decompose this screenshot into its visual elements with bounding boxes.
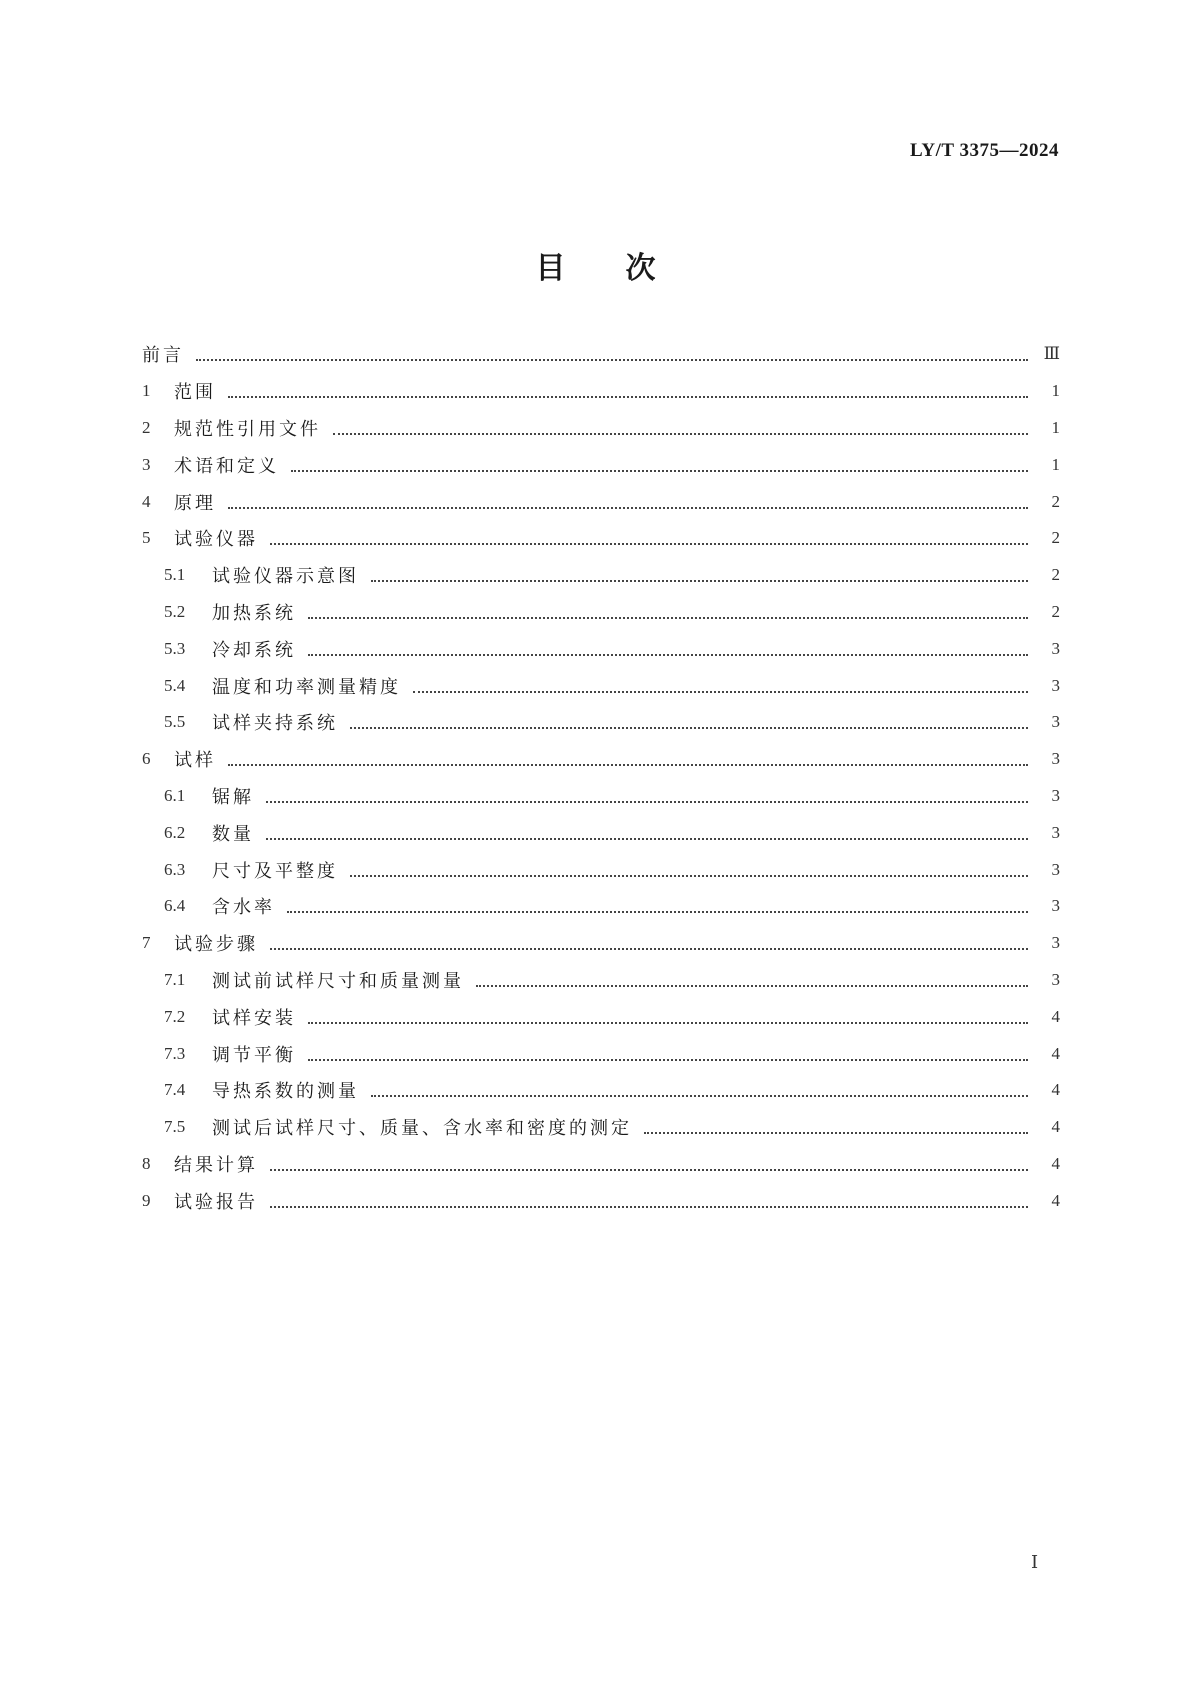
toc-entry-7-3[interactable] <box>142 1035 1060 1072</box>
toc-dot-leader <box>644 1130 1028 1134</box>
toc-entry-title: 范围 <box>174 382 216 404</box>
toc-entry-5-1[interactable] <box>142 557 1060 594</box>
toc-entry-number: 7.3 <box>164 1043 186 1063</box>
toc-entry-title: 加热系统 <box>212 602 296 624</box>
toc-entry-5-3[interactable] <box>142 630 1060 667</box>
toc-entry-title: 试验步骤 <box>174 934 258 956</box>
toc-entry-title: 冷却系统 <box>212 639 296 661</box>
page-title: 目次 <box>535 251 716 286</box>
toc-entry-title: 含水率 <box>212 897 275 919</box>
toc-entry-page: 1 <box>1051 417 1060 437</box>
toc-entry-7-4[interactable] <box>142 1072 1060 1109</box>
toc-entry-page: 3 <box>1051 896 1060 916</box>
toc-entry-number: 6.3 <box>164 859 186 879</box>
toc-entry-title: 结果计算 <box>174 1154 258 1176</box>
toc-dot-leader <box>308 1020 1028 1024</box>
toc-dot-leader <box>270 541 1028 545</box>
toc-dot-leader <box>228 762 1028 766</box>
toc-entry-title: 锯解 <box>212 786 254 808</box>
toc-entry-page: 3 <box>1051 749 1060 769</box>
toc-entry-title: 测试后试样尺寸、质量、含水率和密度的测定 <box>212 1118 632 1140</box>
toc-entry-page: 3 <box>1051 785 1060 805</box>
toc-entry-number: 8 <box>142 1153 151 1173</box>
toc-entry-page: 3 <box>1051 675 1060 695</box>
toc-entry-title: 试样安装 <box>212 1007 296 1029</box>
toc-entry-number: 3 <box>142 454 151 474</box>
toc-entry-6-2[interactable] <box>142 814 1060 851</box>
toc-entry-page: 4 <box>1051 1006 1060 1026</box>
toc-entry-page: 2 <box>1051 491 1060 511</box>
toc-dot-leader <box>196 357 1028 361</box>
toc-entry-title: 试样夹持系统 <box>212 713 338 735</box>
toc-entry-page: 1 <box>1051 381 1060 401</box>
toc-entry-number: 6 <box>142 749 151 769</box>
toc-entry-5-4[interactable] <box>142 667 1060 704</box>
toc-entry-number: 5.2 <box>164 601 186 621</box>
toc-entry-page: 4 <box>1051 1190 1060 1210</box>
toc-dot-leader <box>350 873 1028 877</box>
toc-entry-7[interactable] <box>142 925 1060 962</box>
toc-entry-page: 3 <box>1051 638 1060 658</box>
toc-entry-page: 3 <box>1051 712 1060 732</box>
toc-dot-leader <box>350 725 1028 729</box>
toc-dot-leader <box>266 836 1028 840</box>
toc-entry-title: 导热系数的测量 <box>212 1081 359 1103</box>
toc-entry-9[interactable] <box>142 1182 1060 1219</box>
toc-entry-8[interactable] <box>142 1146 1060 1183</box>
toc-entry-title: 试样 <box>174 750 216 772</box>
toc-entry-title: 前言 <box>142 345 184 367</box>
toc-entry-6-1[interactable] <box>142 778 1060 815</box>
toc-entry-title: 温度和功率测量精度 <box>212 676 401 698</box>
toc-entry-7-1[interactable] <box>142 962 1060 999</box>
toc-entry-number: 6.2 <box>164 822 186 842</box>
toc-dot-leader <box>228 394 1028 398</box>
toc-entry-number: 7 <box>142 933 151 953</box>
toc-entry-number: 7.2 <box>164 1006 186 1026</box>
toc-entry-6-4[interactable] <box>142 888 1060 925</box>
toc-dot-leader <box>371 578 1028 582</box>
toc-entry-5-5[interactable] <box>142 704 1060 741</box>
toc-dot-leader <box>371 1093 1028 1097</box>
toc-entry-4[interactable] <box>142 483 1060 520</box>
toc-dot-leader <box>413 689 1028 693</box>
toc-entry-3[interactable] <box>142 446 1060 483</box>
toc-entry-title: 尺寸及平整度 <box>212 860 338 882</box>
toc-entry-number: 7.5 <box>164 1117 186 1137</box>
toc-entry-title: 测试前试样尺寸和质量测量 <box>212 970 464 992</box>
toc-entry-number: 7.1 <box>164 969 186 989</box>
toc-entry-number: 5.1 <box>164 565 186 585</box>
toc-entry-number: 7.4 <box>164 1080 186 1100</box>
standard-code: LY/T 3375—2024 <box>909 140 1059 161</box>
page-number: Ⅰ <box>1031 1552 1039 1572</box>
toc-entry-page: 4 <box>1051 1153 1060 1173</box>
toc-entry-page: 2 <box>1051 528 1060 548</box>
toc-dot-leader <box>308 615 1028 619</box>
toc-entry-number: 6.4 <box>164 896 186 916</box>
toc-entry-number: 4 <box>142 491 151 511</box>
toc-dot-leader <box>228 505 1028 509</box>
toc-entry-1[interactable] <box>142 373 1060 410</box>
toc-entry-page: 3 <box>1051 933 1060 953</box>
toc-entry-6-3[interactable] <box>142 851 1060 888</box>
toc-dot-leader <box>266 799 1028 803</box>
toc-entry-number: 5.4 <box>164 675 186 695</box>
toc-entry-number: 5.3 <box>164 638 186 658</box>
toc-dot-leader <box>291 468 1028 472</box>
toc-entry-7-5[interactable] <box>142 1109 1060 1146</box>
toc-dot-leader <box>308 652 1028 656</box>
toc-entry-page: 3 <box>1051 859 1060 879</box>
toc-entry-page: 4 <box>1051 1043 1060 1063</box>
toc-entry-title: 数量 <box>212 823 254 845</box>
toc-entry-page: 2 <box>1051 565 1060 585</box>
toc-entry-6[interactable] <box>142 741 1060 778</box>
toc-entry-title: 试验仪器 <box>174 529 258 551</box>
toc-entry-5-2[interactable] <box>142 594 1060 631</box>
toc-entry-page: 1 <box>1051 454 1060 474</box>
toc-entry-number: 5 <box>142 528 151 548</box>
toc-entry-title: 术语和定义 <box>174 455 279 477</box>
table-of-contents <box>142 336 1060 1219</box>
toc-entry-page: 3 <box>1051 822 1060 842</box>
toc-entry-5[interactable] <box>142 520 1060 557</box>
toc-entry-page: 3 <box>1051 969 1060 989</box>
toc-entry-2[interactable] <box>142 410 1060 447</box>
toc-entry-title: 原理 <box>174 492 216 514</box>
toc-dot-leader <box>333 431 1028 435</box>
toc-entry-page: 4 <box>1051 1080 1060 1100</box>
toc-dot-leader <box>270 1204 1028 1208</box>
toc-dot-leader <box>270 1167 1028 1171</box>
toc-entry-number: 1 <box>142 381 151 401</box>
toc-entry-page: 4 <box>1051 1117 1060 1137</box>
toc-entry-number: 2 <box>142 417 151 437</box>
toc-dot-leader <box>308 1057 1028 1061</box>
toc-entry-title: 试验仪器示意图 <box>212 566 359 588</box>
toc-entry-7-2[interactable] <box>142 998 1060 1035</box>
toc-dot-leader <box>270 946 1028 950</box>
toc-entry-foreword[interactable] <box>142 336 1060 373</box>
toc-dot-leader <box>287 909 1028 913</box>
toc-entry-page: Ⅲ <box>1043 344 1060 364</box>
toc-entry-page: 2 <box>1051 601 1060 621</box>
toc-entry-number: 6.1 <box>164 785 186 805</box>
toc-entry-number: 5.5 <box>164 712 186 732</box>
toc-entry-title: 规范性引用文件 <box>174 418 321 440</box>
toc-entry-title: 试验报告 <box>174 1191 258 1213</box>
toc-entry-number: 9 <box>142 1190 151 1210</box>
toc-dot-leader <box>476 983 1028 987</box>
toc-entry-title: 调节平衡 <box>212 1044 296 1066</box>
